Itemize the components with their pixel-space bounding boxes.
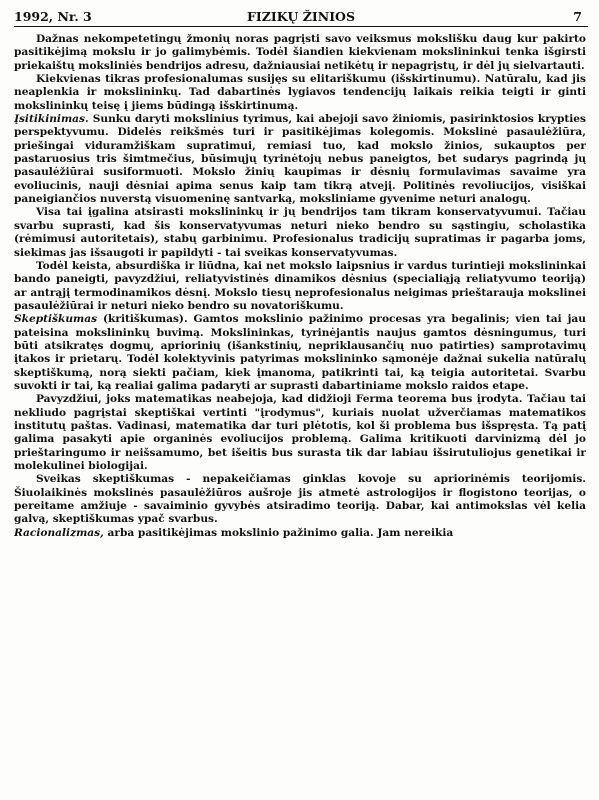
page-number: 7 bbox=[573, 9, 582, 24]
term-skeptiskumas: Skeptiškumas bbox=[14, 313, 98, 326]
article-body bbox=[14, 33, 586, 795]
paragraph: Įsitikinimas. Sunku daryti mokslinius tyrimus, kai abejoji savo žiniomis, pasirinktosios krypties perspektyvumu. Didelės reikšmės turi ir pasitikėjimas kolegomis. Mokslinė pasaulėžiūra, priešingai viduramžiškam supratimui, remiasi tuo, kad mokslo žinios, sukauptos per pastaruosius tris šimtmečius, būsimųjų tyrinėtojų nebus paneigtos, bet sudarys pagrindą jų pasaulėžiūrai susiformuoti. Mokslo žinių kaupimas ir dėsnių formulavimas savaime yra evoliucinis, nauji dėsniai apima senus kaip tam tikrą atvejį. Politinės revoliucijos, visiškai paneigiančios nuverstą visuomeninę santvarką, moksliniame gyvenime neturi analogų. bbox=[14, 113, 586, 206]
paragraph: Todėl keista, absurdiška ir liūdna, kai net mokslo laipsnius ir vardus turintieji mokslininkai bando paneigti, pavyzdžiui, reliatyvistinės dinamikos dėsnius (specialiąją reliatyvumo teoriją) ar antrąjį termodinamikos dėsnį. Mokslo tiesų neprofesionalus neigimas prieštarauja mokslinei pasaulėžiūrai ir neturi nieko bendro su novatoriškumu. bbox=[14, 259, 586, 312]
page-header bbox=[14, 8, 588, 27]
term-isitikinimas: Įsitikinimas. bbox=[14, 113, 89, 126]
journal-title: FIZIKŲ ŽINIOS bbox=[247, 9, 355, 24]
paragraph: Pavyzdžiui, joks matematikas neabejoja, kad didžioji Ferma teorema bus įrodyta. Tačiau tai nekliudo pagrįstai skeptiškai vertinti "įrodymus", kuriais nuolat užverčiamas matematikos institutų paštas. Vadinasi, matematika dar turi plėtotis, kol ši problema bus išspręsta. Tą patį galima pasakyti apie organinės evoliucijos problemą. Galima kritikuoti darvinizmą dėl jo prieštaringumo ir neišsamumo, bet išeitis bus surasta tik dar labiau išsirutuliojus genetikai ir molekulinei biologijai. bbox=[14, 393, 586, 472]
paragraph: Dažnas nekompetetingų žmonių noras pagrįsti savo veiksmus mokslišku daug kur pakirto pasitikėjimą mokslu ir jo galimybėmis. Todėl šiandien kiekvienam mokslininkui tenka išgirsti priekaištų moksliniės bendrijos adresu, dažniausiai netikėtų ir nepagrįstų, ir dėl jų sielvartauti. bbox=[14, 33, 586, 72]
paragraph: Skeptiškumas (kritiškumas). Gamtos mokslinio pažinimo procesas yra begalinis; vien tai jau pateisina mokslininkų buvimą. Mokslininkas, tyrinėjantis naujus gamtos dėsningumus, turi būti atsikratęs dogmų, apriorinių (išankstinių, nepriklausančių nuo patirties) samprotavimų įtakos ir prietarų. Todėl kolektyvinis patyrimas mokslininko sąmonėje dažnai sukelia natūralų skeptiškumą, norą siekti pačiam, kiek įmanoma, patikrinti tai, ką teigia autoritetai. Svarbu suvokti ir tai, ką realiai galima padaryti ar suprasti dabartiniame mokslo raidos etape. bbox=[14, 313, 586, 392]
paragraph: Racionalizmas, arba pasitikėjimas mokslinio pažinimo galia. Jam nereikia bbox=[14, 526, 454, 539]
paragraph: Sveikas skeptiškumas - nepakeičiamas ginklas kovoje su apriorinėmis teorijomis. Šiuolaikinės mokslinės pasaulėžiūros aušroje jis atmetė astrologijos ir flogistono teorijas, o pereitame amžiuje - savaiminio gyvybės atsiradimo teoriją. Dabar, kai antimokslas vėl kelia galvą, skeptiškumas ypač svarbus. bbox=[14, 473, 586, 526]
paragraph: Kiekvienas tikras profesionalumas susijęs su elitariškumu (išskirtinumu). Natūralu, kad jis neaplenkia ir mokslininkų. Tad dabartinės lygiavos tendencijų laikais reikia teigti ir ginti mokslininkų teisę į jiems būdingą išskirtinumą. bbox=[14, 73, 586, 112]
issue-label: 1992, Nr. 3 bbox=[14, 9, 92, 24]
paragraph: Visa tai įgalina atsirasti mokslininkų ir jų bendrijos tam tikram konservatyvumui. Tačiau svarbu suprasti, kad šis konservatyvumas neturi nieko bendro su sąstingiu, scholastika (rėmimusi autoritetais), stabų garbinimu. Profesionalus tradicijų supratimas ir pagarba joms, siekimas jas išsaugoti ir papildyti - tai sveikas konservatyvumas. bbox=[14, 206, 586, 259]
term-racionalizmas: Racionalizmas, bbox=[14, 526, 104, 539]
